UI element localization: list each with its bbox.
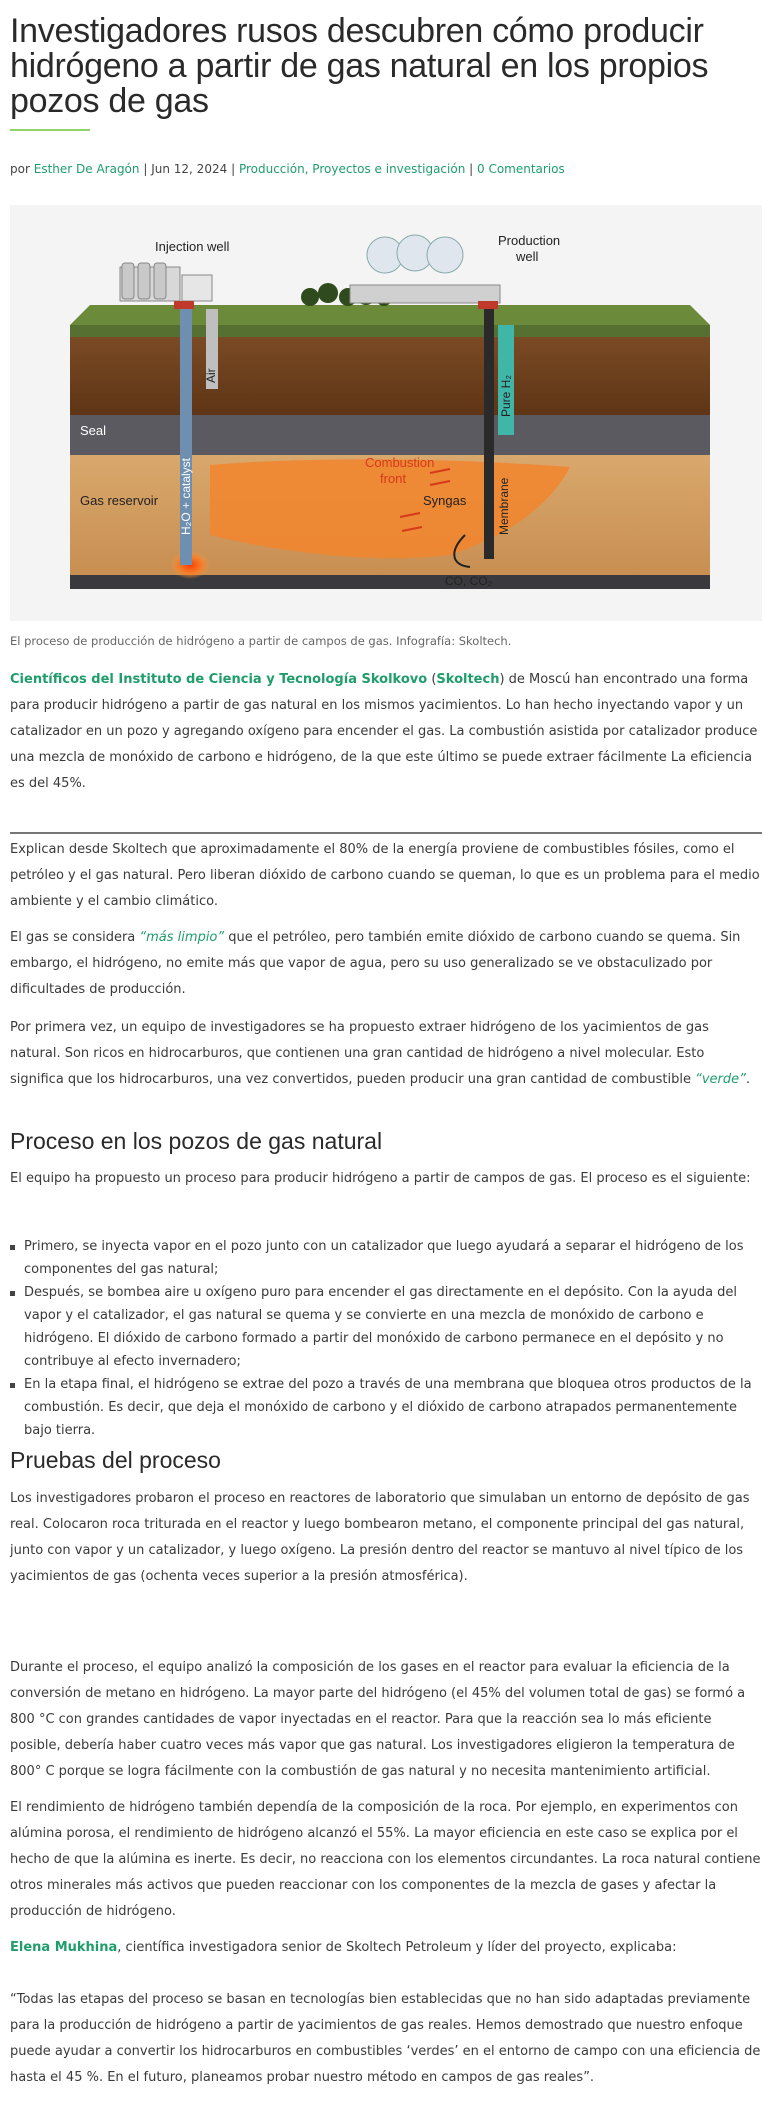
p2-text-a: El gas se considera: [10, 930, 140, 945]
author-link[interactable]: Esther De Aragón: [33, 162, 140, 176]
paragraph-3: [10, 1015, 762, 1093]
paragraph-1: Explican desde Skoltech que aproximadamente el 80% de la energía proviene de combustibles fósiles, como el petróleo y el gas natural. Pero liberan dióxido de carbono cuando se queman, lo que es un problema para el medio ambiente y el cambio climático.: [10, 842, 760, 909]
meta-separator: |: [143, 162, 148, 176]
figure-caption: El proceso de producción de hidrógeno a partir de campos de gas. Infografía: Skoltech.: [10, 634, 512, 648]
label-membrane: Membrane: [497, 477, 511, 535]
p3-text-b: .: [745, 1072, 750, 1087]
label-production-well: Production: [498, 233, 561, 248]
intro-paragraph: [10, 667, 762, 797]
list-item: Después, se bombea aire u oxígeno puro para encender el gas directamente en el depósito. Con la ayuda del vapor y el catalizador, el gas natural se quema y se convierte en una mezcla de monóxido de carbono e hidrógeno. El dióxido de carbono formado a partir del monóxido de carbono permanece en el depósito y no contribuye al efecto invernadero;: [10, 1281, 762, 1373]
paragraph-5: Los investigadores probaron el proceso en reactores de laboratorio que simulaban un entorno de depósito de gas real. Colocaron roca triturada en el reactor y luego bombearon metano, el componente principal del gas natural, junto con vapor y un catalizador, y luego oxígeno. La presión dentro del reactor se mantuvo al nivel típico de los yacimientos de gas (ochenta veces superior a la presión atmosférica).: [10, 1491, 750, 1584]
label-production-well-2: well: [516, 249, 539, 264]
section-heading-proceso: Proceso en los pozos de gas natural: [10, 1128, 383, 1154]
paragraph-2: [10, 925, 762, 1003]
intro-text: ) de Moscú han encontrado una forma para producir hidrógeno a partir de gas natural en los mismos yacimientos. Lo han hecho inyectando vapor y un catalizador en un pozo y agregando oxígeno para encender el gas. La combustión asistida por catalizador produce una mezcla de monóxido de carbono e hidrógeno, de la que este último se puede extraer fácilmente La eficiencia es del 45%.: [10, 672, 758, 791]
elena-mukhina-name: Elena Mukhina: [10, 1940, 118, 1955]
list-item: En la etapa final, el hidrógeno se extrae del pozo a través de una membrana que bloquea otros productos de la combustión. Es decir, que deja el monóxido de carbono y el dióxido de carbono atrapados permanentemente bajo tierra.: [10, 1373, 762, 1442]
label-seal: Seal: [80, 423, 107, 438]
paragraph-6: Durante el proceso, el equipo analizó la composición de los gases en el reactor para evaluar la eficiencia de la conversión de metano en hidrógeno. La mayor parte del hidrógeno (el 45% del volumen total de gas) se formó a 800 °C con grandes cantidades de vapor inyectadas en el reactor. Para que la reacción sea lo más eficiente posible, debería haber cuatro veces más vapor que gas natural. Los investigadores eligieron la temperatura de 800° C porque se logra fácilmente con la combustión de gas natural y no necesita mantenimiento artificial.: [10, 1660, 746, 1779]
category-links[interactable]: Producción, Proyectos e investigación: [238, 162, 466, 176]
label-front: front: [380, 471, 407, 486]
skoltech-link[interactable]: Skoltech: [436, 672, 500, 687]
meta-separator: |: [231, 162, 236, 176]
paragraph-4: El equipo ha propuesto un proceso para producir hidrógeno a partir de campos de gas. El proceso es el siguiente:: [10, 1171, 751, 1186]
section-heading-pruebas: Pruebas del proceso: [10, 1447, 221, 1473]
quote-verde: “verde”: [695, 1072, 746, 1087]
label-gas-reservoir: Gas reservoir: [80, 493, 159, 508]
quote-mas-limpio: “más limpio”: [139, 930, 225, 945]
process-steps-list: [10, 1235, 762, 1442]
label-injection-well: Injection well: [155, 239, 230, 254]
label-co: CO, CO₂: [445, 574, 493, 588]
meta-separator: |: [469, 162, 474, 176]
paragraph-8: [10, 1935, 762, 1961]
label-syngas: Syngas: [423, 493, 467, 508]
label-air: Air: [204, 368, 218, 383]
paren-text: (: [427, 672, 437, 687]
label-catalyst: H₂O + catalyst: [179, 457, 193, 535]
post-meta: [10, 162, 565, 176]
p2-text-b: que el petróleo, pero también emite dióxido de carbono cuando se quema. Sin embargo, el hidrógeno, no emite más que vapor de agua, pero su uso generalizado se ve obstaculizado por dificultades de producción.: [10, 930, 741, 997]
infographic-figure: [10, 205, 762, 621]
label-pure-h2: Pure H₂: [499, 374, 513, 417]
paragraph-7: El rendimiento de hidrógeno también dependía de la composición de la roca. Por ejemplo, en experimentos con alúmina porosa, el rendimiento de hidrógeno alcanzó el 55%. La mayor eficiencia en este caso se explica por el hecho de que la alúmina es inerte. Es decir, no reacciona con los elementos circundantes. La roca natural contiene otros minerales más activos que pueden reaccionar con los componentes de la mezcla de gases y afectar la producción de hidrógeno.: [10, 1800, 761, 1919]
list-item: Primero, se inyecta vapor en el pozo junto con un catalizador que luego ayudará a separar el hidrógeno de los componentes del gas natural;: [10, 1235, 762, 1281]
quote-paragraph: “Todas las etapas del proceso se basan en tecnologías bien establecidas que no han sido adaptadas previamente para la producción de hidrógeno a partir de yacimientos de gas reales. Hemos demostrado que nuestro enfoque puede ayudar a convertir los hidrocarburos en combustibles ‘verdes’ en el entorno de campo con una eficiencia de hasta el 45 %. En el futuro, planeamos probar nuestro método en campos de gas reales”.: [10, 1992, 761, 2085]
comments-link[interactable]: 0 Comentarios: [477, 162, 565, 176]
p3-text-a: Por primera vez, un equipo de investigadores se ha propuesto extraer hidrógeno de los yacimientos de gas natural. Son ricos en hidrocarburos, que contienen una gran cantidad de hidrógeno a nivel molecular. Esto significa que los hidrocarburos, una vez convertidos, pueden producir una gran cantidad de combustible: [10, 1020, 709, 1087]
label-combustion: Combustion: [365, 455, 435, 470]
hydrogen-process-infographic: [10, 205, 762, 621]
meta-prefix: por: [10, 162, 30, 176]
article-title: Investigadores rusos descubren cómo producir hidrógeno a partir de gas natural en los propios pozos de gas: [10, 12, 709, 120]
title-underline: [10, 129, 90, 131]
p8-text: , científica investigadora senior de Skoltech Petroleum y líder del proyecto, explicaba:: [117, 1940, 677, 1955]
institute-link[interactable]: Científicos del Instituto de Ciencia y Tecnología Skolkovo: [10, 672, 428, 687]
section-divider: [10, 832, 762, 834]
post-date: Jun 12, 2024: [151, 162, 228, 176]
